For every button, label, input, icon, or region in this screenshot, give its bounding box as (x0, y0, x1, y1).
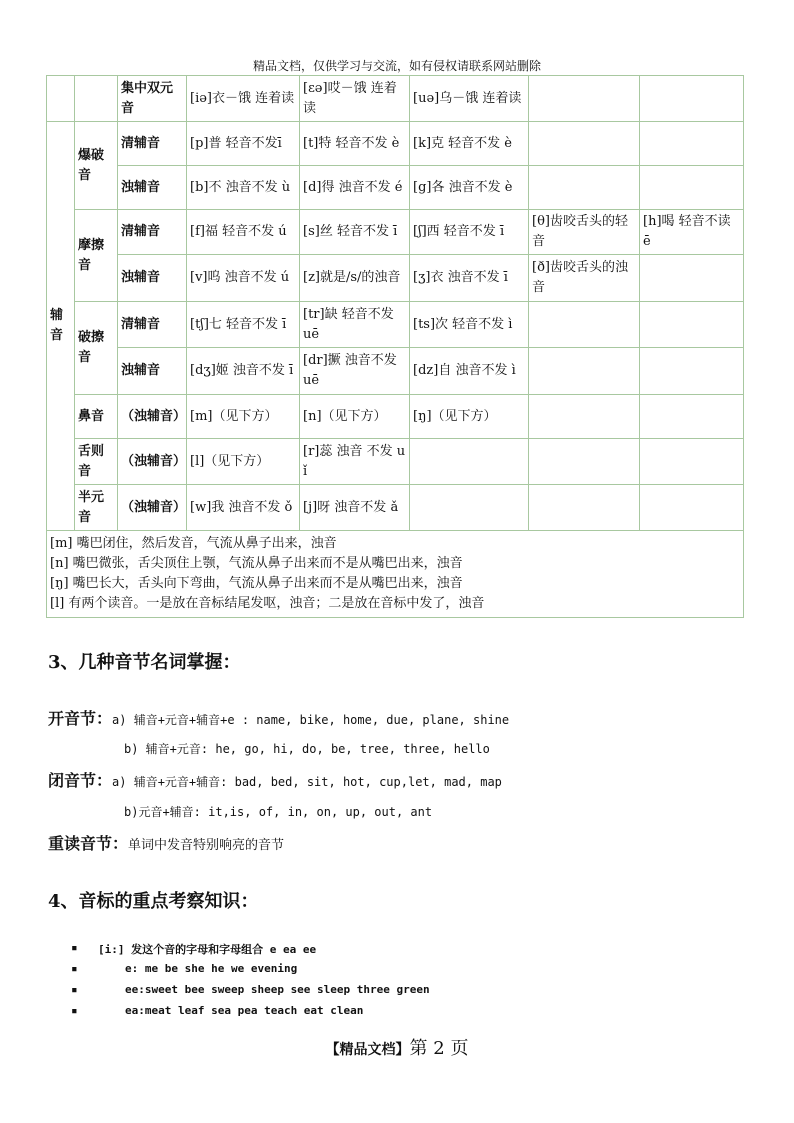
label-semivowel: 半元音 (75, 485, 118, 531)
label-voiced-paren: （浊辅音） (118, 439, 187, 485)
stressed-syllable (48, 831, 284, 854)
label-plosive: 爆破音 (75, 122, 118, 210)
label-diphthong: 集中双元音 (118, 76, 187, 122)
cell: [h]喝 轻音不读 ē (640, 210, 744, 255)
label-voiced-paren: （浊辅音） (118, 395, 187, 439)
cell: [p]普 轻音不发ī (187, 122, 300, 166)
bullet-text: e: me be she he we evening (125, 962, 298, 975)
cell: [f]福 轻音不发 ú (187, 210, 300, 255)
cell: [s]丝 轻音不发 ī (300, 210, 410, 255)
section-3-title: 3、几种音节名词掌握： (48, 652, 241, 673)
table-notes (47, 531, 744, 618)
cell: [ʃ]西 轻音不发 ī (410, 210, 529, 255)
label-nasal: 鼻音 (75, 395, 118, 439)
note-line: [ŋ] 嘴巴长大，舌头向下弯曲，气流从鼻子出来而不是从嘴巴出来，浊音 (50, 576, 463, 591)
bullet-icon: ▪ (71, 1004, 78, 1017)
label-voiceless: 清辅音 (118, 210, 187, 255)
cell: [z]就是/s/的浊音 (300, 255, 410, 302)
label-voiced-paren: （浊辅音） (118, 485, 187, 531)
cell: [l]（见下方） (187, 439, 300, 485)
cell: [g]各 浊音不发 è (410, 166, 529, 210)
page-number: 第 2 页 (409, 1038, 469, 1059)
label-consonant: 辅音 (47, 122, 75, 531)
label-voiced: 浊辅音 (118, 348, 187, 395)
bullet-item (71, 983, 430, 996)
stressed-text: 单词中发音特别响亮的音节 (128, 838, 285, 853)
page-footer (0, 1034, 794, 1060)
note-line: [m] 嘴巴闭住，然后发音，气流从鼻子出来，浊音 (50, 536, 337, 551)
stressed-syllable-label: 重读音节： (48, 834, 129, 853)
closed-syllable-b: b)元音+辅音: it,is, of, in, on, up, out, ant (124, 805, 433, 819)
cell: [dz]自 浊音不发 ì (410, 348, 529, 395)
cell: [k]克 轻音不发 è (410, 122, 529, 166)
footer-tag: 【精品文档】 (325, 1042, 410, 1058)
cell: [iə]衣－饿 连着读 (187, 76, 300, 122)
cell: [m]（见下方） (187, 395, 300, 439)
cell: [θ]齿咬舌头的轻音 (529, 210, 640, 255)
cell: [t]特 轻音不发 è (300, 122, 410, 166)
open-a-text: a) 辅音+元音+辅音+e : name, bike, home, due, plane, shine (112, 713, 510, 727)
label-fricative: 摩擦音 (75, 210, 118, 302)
cell: [uə]乌－饿 连着读 (410, 76, 529, 122)
label-voiced: 浊辅音 (118, 255, 187, 302)
cell: [ɛə]哎－饿 连着读 (300, 76, 410, 122)
cell: [b]不 浊音不发 ù (187, 166, 300, 210)
cell: [ʒ]衣 浊音不发 ī (410, 255, 529, 302)
cell: [ð]齿咬舌头的浊音 (529, 255, 640, 302)
cell: [n]（见下方） (300, 395, 410, 439)
cell: [v]呜 浊音不发 ú (187, 255, 300, 302)
bullet-text: ee:sweet bee sweep sheep see sleep three green (125, 983, 430, 996)
label-voiceless: 清辅音 (118, 122, 187, 166)
cell: [r]蕊 浊音 不发 uǐ (300, 439, 410, 485)
bullet-item (71, 1004, 364, 1017)
cell: [j]呀 浊音不发 ǎ (300, 485, 410, 531)
bullet-item (71, 941, 317, 957)
open-syllable-a (48, 706, 509, 729)
bullet-icon: ▪ (71, 962, 78, 975)
cell: [d]得 浊音不发 é (300, 166, 410, 210)
cell: [dʒ]姬 浊音不发 ī (187, 348, 300, 395)
bullet-text: ea:meat leaf sea pea teach eat clean (125, 1004, 364, 1017)
cell: [ŋ]（见下方） (410, 395, 529, 439)
label-voiced: 浊辅音 (118, 166, 187, 210)
bullet-item (71, 962, 298, 975)
cell: [tʃ]七 轻音不发 ī (187, 302, 300, 348)
note-line: [l] 有两个读音。一是放在音标结尾发呕，浊音；二是放在音标中发了，浊音 (50, 596, 485, 611)
open-syllable-b: b) 辅音+元音: he, go, hi, do, be, tree, three, hello (124, 742, 490, 756)
cell: [w]我 浊音不发 ǒ (187, 485, 300, 531)
bullet-text: [i:] 发这个音的字母和字母组合 e ea ee (98, 943, 317, 956)
closed-a-text: a) 辅音+元音+辅音: bad, bed, sit, hot, cup,let, mad, map (112, 775, 502, 789)
page-header: 精品文档，仅供学习与交流，如有侵权请联系网站删除 (252, 59, 541, 73)
bullet-icon: ▪ (71, 941, 78, 954)
cell: [ts]次 轻音不发 ì (410, 302, 529, 348)
section-4-title: 4、音标的重点考察知识： (48, 891, 259, 912)
label-lateral: 舌则音 (75, 439, 118, 485)
open-syllable-label: 开音节： (48, 709, 113, 728)
cell: [tr]缺 轻音不发 uē (300, 302, 410, 348)
closed-syllable-label: 闭音节： (48, 771, 113, 790)
closed-syllable-a (48, 768, 502, 791)
phonetic-table (46, 75, 744, 618)
label-affricate: 破擦音 (75, 302, 118, 395)
label-voiceless: 清辅音 (118, 302, 187, 348)
cell: [dr]撅 浊音不发 uē (300, 348, 410, 395)
note-line: [n] 嘴巴微张，舌尖顶住上颚，气流从鼻子出来而不是从嘴巴出来，浊音 (50, 556, 463, 571)
bullet-icon: ▪ (71, 983, 78, 996)
